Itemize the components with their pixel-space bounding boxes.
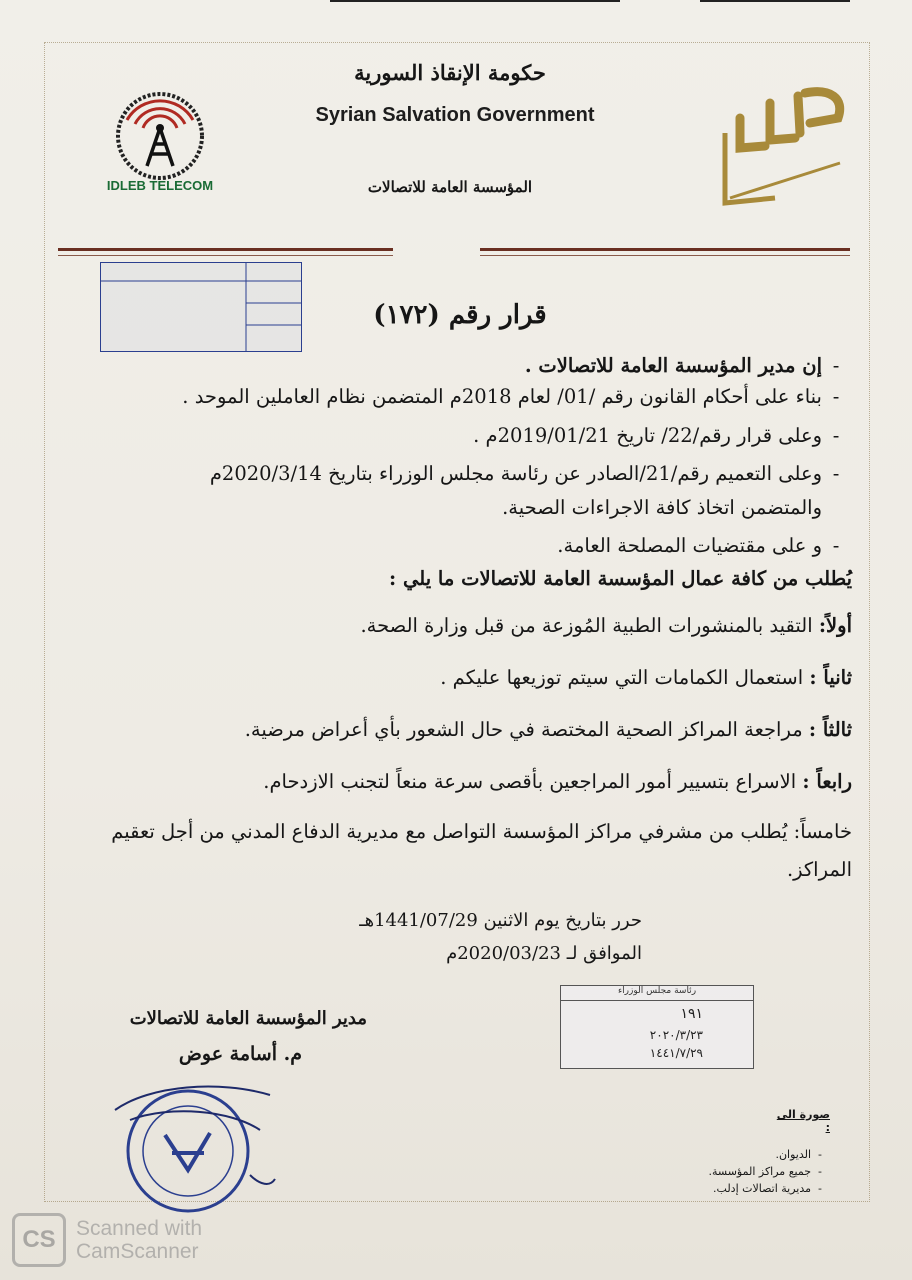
request-heading: يُطلب من كافة عمال المؤسسة العامة للاتصالات ما يلي : xyxy=(389,567,852,590)
registry-date-gregorian: ٢٠٢٠/٣/٢٣ xyxy=(649,1028,703,1042)
registry-date-hijri: ١٤٤١/٧/٢٩ xyxy=(649,1046,703,1060)
copies-label: صورة الى : xyxy=(776,1108,830,1134)
instruction-item: ثانياً : استعمال الكمامات التي سيتم توزيعها عليكم . xyxy=(440,666,852,689)
registry-number: ١٩١ xyxy=(680,1006,703,1022)
top-edge-line xyxy=(330,0,620,2)
registry-stamp xyxy=(560,985,754,1069)
header-rule-left xyxy=(58,248,393,251)
syria-emblem-logo xyxy=(710,78,860,213)
government-title-ar: حكومة الإنقاذ السورية xyxy=(354,60,546,85)
header-rule-right xyxy=(480,248,850,251)
signatory-name: م. أسامة عوض xyxy=(178,1043,302,1065)
watermark-line2: CamScanner xyxy=(76,1240,199,1263)
watermark-line1: Scanned with xyxy=(76,1217,203,1240)
instruction-item-5-continued: المراكز. xyxy=(786,858,852,881)
corresponding-date: الموافق لـ 2020/03/23م xyxy=(446,943,642,964)
instruction-item: ثالثاً : مراجعة المراكز الصحية المختصة في حال الشعور بأي أعراض مرضية. xyxy=(244,718,852,741)
logo-left-caption: IDLEB TELECOM xyxy=(106,178,214,193)
header-rule-right-thin xyxy=(480,255,850,256)
instruction-item: أولاً: التقيد بالمنشورات الطبية المُوزعة من قبل وزارة الصحة. xyxy=(360,614,852,637)
camscanner-watermark xyxy=(12,1212,202,1268)
preamble-line: -وعلى قرار رقم/22/ تاريخ 2019/01/21م . xyxy=(473,424,840,447)
signatory-title: مدير المؤسسة العامة للاتصالات xyxy=(129,1008,367,1029)
header-rule-left-thin xyxy=(58,255,393,256)
preamble-line: -و على مقتضيات المصلحة العامة. xyxy=(557,534,840,557)
camscanner-icon: CS xyxy=(12,1213,66,1267)
copy-item: - الديوان. xyxy=(775,1148,822,1161)
preamble-line: -بناء على أحكام القانون رقم /01/ لعام 2018م المتضمن نظام العاملين الموحد . xyxy=(182,385,840,408)
copy-item: - مديرية اتصالات إدلب. xyxy=(713,1182,822,1195)
registration-stamp xyxy=(100,262,302,352)
preamble-line-continued: والمتضمن اتخاذ كافة الاجراءات الصحية. xyxy=(502,496,822,519)
instruction-item: رابعاً : الاسراع بتسيير أمور المراجعين بأقصى سرعة منعاً لتجنب الازدحام. xyxy=(263,770,852,793)
stamp-grid xyxy=(101,263,301,351)
decision-title: قرار رقم (١٧٢) xyxy=(373,300,547,330)
official-seal xyxy=(110,1075,280,1215)
preamble-line: -وعلى التعميم رقم/21/الصادر عن رئاسة مجلس الوزراء بتاريخ 2020/3/14م xyxy=(209,462,840,485)
written-date: حرر بتاريخ يوم الاثنين 1441/07/29هـ xyxy=(359,910,642,931)
government-title-en: Syrian Salvation Government xyxy=(315,104,595,126)
preamble-line: -إن مدير المؤسسة العامة للاتصالات . xyxy=(524,354,840,377)
instruction-item-5: خامساً: يُطلب من مشرفي مراكز المؤسسة التواصل مع مديرية الدفاع المدني من أجل تعقيم xyxy=(111,820,852,843)
copy-item: - جميع مراكز المؤسسة. xyxy=(708,1165,822,1178)
top-edge-line xyxy=(700,0,850,2)
registry-stamp-header: رئاسة مجلس الوزراء xyxy=(561,986,753,1001)
establishment-title: المؤسسة العامة للاتصالات xyxy=(367,178,533,196)
